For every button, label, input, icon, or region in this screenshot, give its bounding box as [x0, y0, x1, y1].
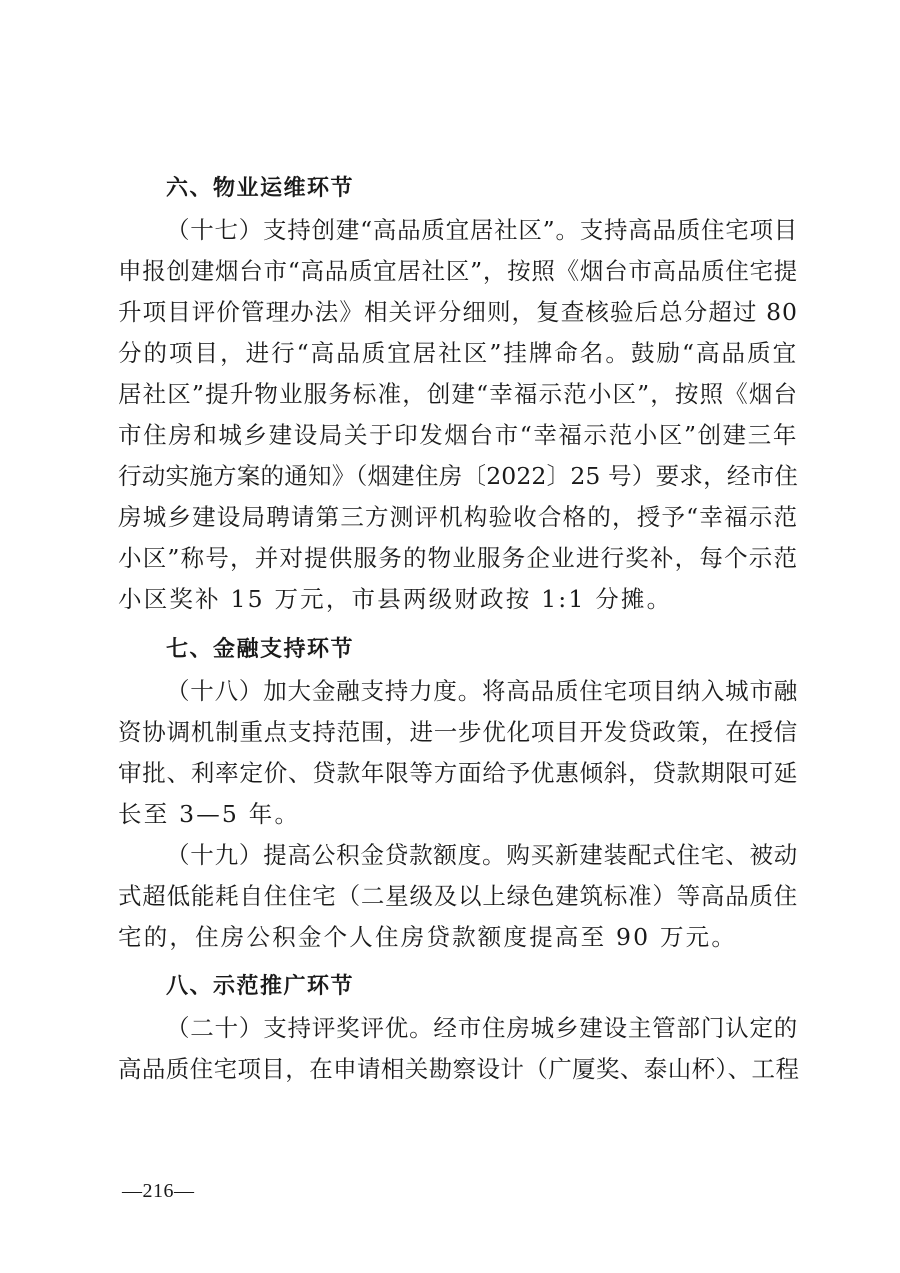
paragraph-line: 居社区”提升物业服务标准，创建“幸福示范小区”，按照《烟台	[118, 380, 798, 408]
paragraph-line: 分的项目，进行“高品质宜居社区”挂牌命名。鼓励“高品质宜	[118, 339, 798, 367]
paragraph-line: 升项目评价管理办法》相关评分细则，复查核验后总分超过 80	[118, 298, 798, 326]
paragraph-line: 小区”称号，并对提供服务的物业服务企业进行奖补，每个示范	[118, 544, 798, 572]
paragraph-line: （十八）加大金融支持力度。将高品质住宅项目纳入城市融	[166, 677, 798, 705]
paragraph-line: 宅的，住房公积金个人住房贷款额度提高至 90 万元。	[118, 923, 738, 951]
paragraph-line: 房城乡建设局聘请第三方测评机构验收合格的，授予“幸福示范	[118, 503, 798, 531]
paragraph-line: （二十）支持评奖评优。经市住房城乡建设主管部门认定的	[166, 1014, 798, 1042]
section-heading: 七、金融支持环节	[166, 637, 355, 662]
paragraph-line: 审批、利率定价、贷款年限等方面给予优惠倾斜，贷款期限可延	[118, 759, 798, 787]
paragraph-line: 资协调机制重点支持范围，进一步优化项目开发贷政策，在授信	[118, 718, 798, 746]
paragraph-line: 高品质住宅项目，在申请相关勘察设计（广厦奖、泰山杯）、工程	[118, 1055, 800, 1083]
paragraph-line: 小区奖补 15 万元，市县两级财政按 1:1 分摊。	[118, 585, 673, 613]
paragraph-line: 申报创建烟台市“高品质宜居社区”，按照《烟台市高品质住宅提	[118, 257, 798, 285]
paragraph-line: 式超低能耗自住住宅（二星级及以上绿色建筑标准）等高品质住	[118, 882, 798, 910]
section-heading: 六、物业运维环节	[166, 176, 355, 201]
page-number: —216—	[122, 1180, 195, 1202]
paragraph-line: 行动实施方案的通知》（烟建住房〔2022〕25 号）要求，经市住	[118, 462, 798, 490]
paragraph-line: （十九）提高公积金贷款额度。购买新建装配式住宅、被动	[166, 841, 798, 869]
paragraph-line: 市住房和城乡建设局关于印发烟台市“幸福示范小区”创建三年	[118, 421, 798, 449]
paragraph-line: （十七）支持创建“高品质宜居社区”。支持高品质住宅项目	[166, 216, 798, 244]
section-heading: 八、示范推广环节	[166, 974, 355, 999]
paragraph-line: 长至 3—5 年。	[118, 800, 301, 828]
